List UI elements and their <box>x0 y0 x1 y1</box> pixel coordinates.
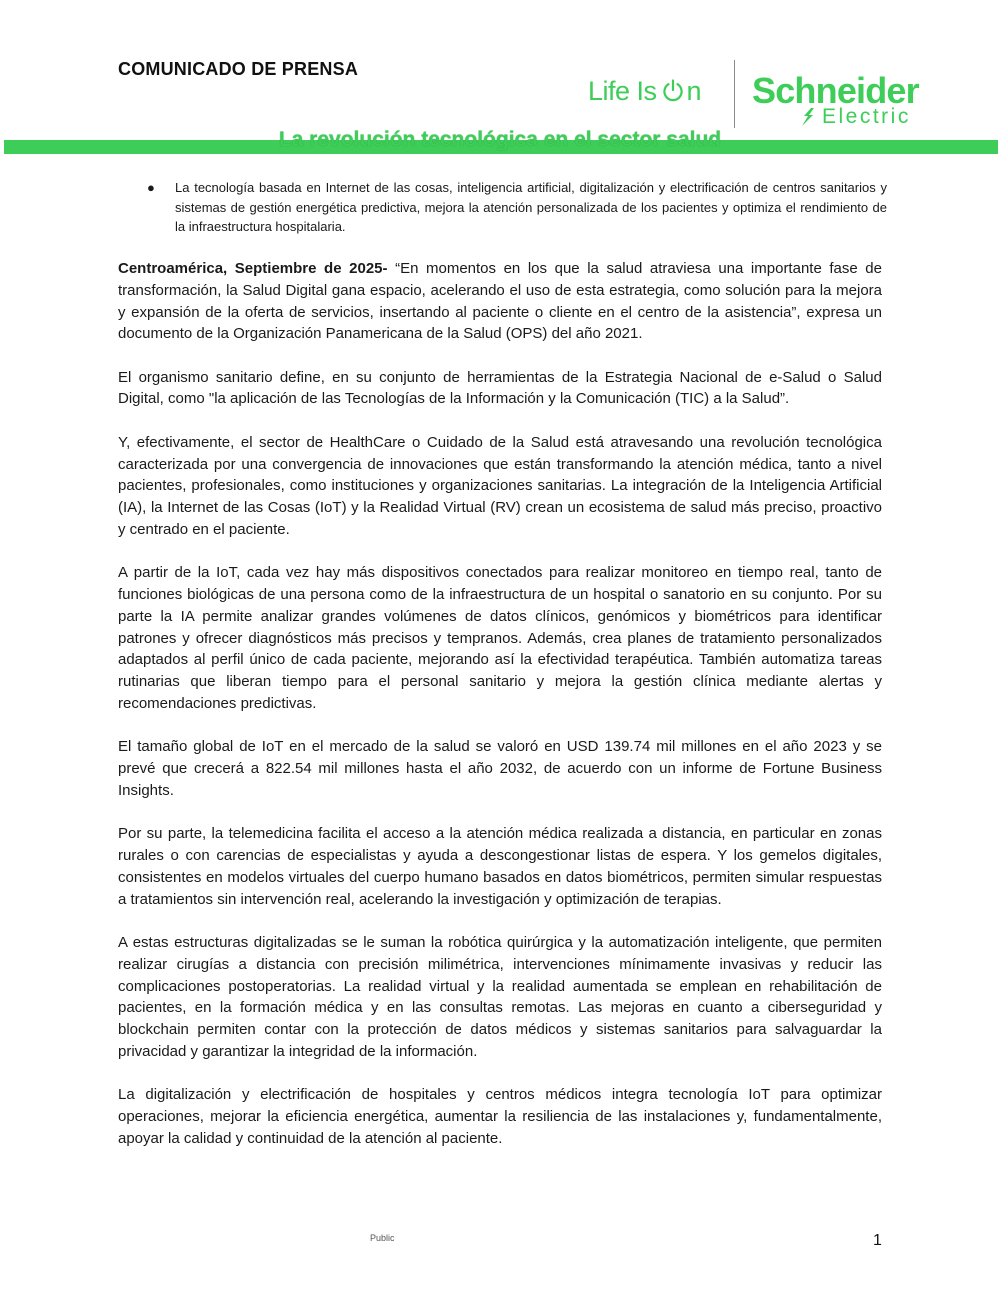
dateline: Centroamérica, Septiembre de 2025- <box>118 260 388 277</box>
life-is-on-tagline <box>588 76 701 107</box>
article-body <box>118 258 882 1171</box>
tagline-text: Life Is <box>588 76 657 106</box>
schneider-mark-icon <box>798 107 818 127</box>
paragraph-3: Y, efectivamente, el sector de HealthCare o Cuidado de la Salud está atravesando una revolución tecnológica caracterizada por una convergencia de innovaciones que están transformando la atención médica, tanto a nivel pacientes, profesionales, como instituciones y organizaciones sanitarias. La integración de la Inteligencia Artificial (IA), la Internet de las Cosas (IoT) y la Realidad Virtual (RV) crean un ecosistema de salud más preciso, proactivo y centrado en el paciente. <box>118 433 882 538</box>
paragraph-7: A estas estructuras digitalizadas se le suman la robótica quirúrgica y la automatización inteligente, que permiten realizar cirugías a distancia con precisión milimétrica, intervenciones mínimamente invasivas y reducir las complicaciones postoperatorias. La realidad virtual y la realidad aumentada se emplean en rehabilitación de pacientes, en la formación médica y en las consultas remotas. Las mejoras en cuanto a ciberseguridad y blockchain permiten contar con la protección de datos médicos y sistemas sanitarios para salvaguardar la privacidad y garantizar la integridad de la información. <box>118 933 882 1060</box>
paragraph-5: El tamaño global de IoT en el mercado de la salud se valoró en USD 139.74 mil millones en el año 2023 y se prevé que crecerá a 822.54 mil millones hasta el año 2032, de acuerdo con un informe de Fortune Business Insights. <box>118 738 882 799</box>
bullet-text: La tecnología basada en Internet de las cosas, inteligencia artificial, digitalización y electrificación de centros sanitarios y sistemas de gestión energética predictiva, mejora la atención personalizada de los pacientes y optimiza el rendimiento de la infraestructura hospitalaria. <box>175 180 887 234</box>
paragraph-6: Por su parte, la telemedicina facilita el acceso a la atención médica realizada a distancia, en particular en zonas rurales o con carencias de especialistas y ayuda a descongestionar listas de espera. Y los gemelos digitales, consistentes en modelos virtuales del cuerpo humano basados en datos biométricos, permiten simular respuestas a tratamientos sin intervención real, acelerando la investigación y optimización de terapias. <box>118 825 882 908</box>
summary-bullet <box>147 178 887 237</box>
paragraph-8: La digitalización y electrificación de hospitales y centros médicos integra tecnología IoT para optimizar operaciones, mejorar la eficiencia energética, aumentar la resiliencia de las instalaciones y, fundamentalmente, apoyar la calidad y continuidad de la atención al paciente. <box>118 1086 882 1147</box>
logo-divider <box>734 60 735 128</box>
page-number: 1 <box>873 1232 882 1249</box>
press-release-label: COMUNICADO DE PRENSA <box>118 59 359 79</box>
paragraph-1 <box>118 258 882 345</box>
schneider-electric-logo <box>752 70 932 128</box>
bullet-icon: ● <box>147 180 155 195</box>
power-icon <box>661 78 685 102</box>
brand-sub: Electric <box>822 105 911 128</box>
headline: La revolución tecnológica en el sector salud <box>278 128 722 151</box>
paragraph-1-text: “En momentos en los que la salud atraviesa una importante fase de transformación, la Salud Digital gana espacio, acelerando el uso de esta estrategia, como solución para la mejora y expansión de la oferta de servicios, insertando al paciente o cliente en el centro de la asistencia”, expresa un documento de la Organización Panamericana de la Salud (OPS) del año 2021. <box>118 260 882 343</box>
paragraph-2: El organismo sanitario define, en su conjunto de herramientas de la Estrategia Nacional de e-Salud o Salud Digital, como "la aplicación de las Tecnologías de la Información y la Comunicación (TIC) a la Salud”. <box>118 368 882 408</box>
paragraph-4: A partir de la IoT, cada vez hay más dispositivos conectados para realizar monitoreo en tiempo real, tanto de funciones biológicas de una persona como de la infraestructura de un hospital o sanatorio en su conjunto. Por su parte la IA permite analizar grandes volúmenes de datos clínicos, genómicos y biométricos para identificar patrones y ofrecer diagnósticos más precisos y tempranos. Además, crea planes de tratamiento personalizados adaptados al perfil único de cada paciente, mejorando así la efectividad terapéutica. También automatiza tareas rutinarias que liberan tiempo para el personal sanitario y mejora la gestión clínica mediante alertas y recomendaciones predictivas. <box>118 564 882 713</box>
tagline-text-end: n <box>686 76 702 106</box>
classification-label: Public <box>370 1233 395 1243</box>
brand-name: Schneider <box>752 70 919 111</box>
